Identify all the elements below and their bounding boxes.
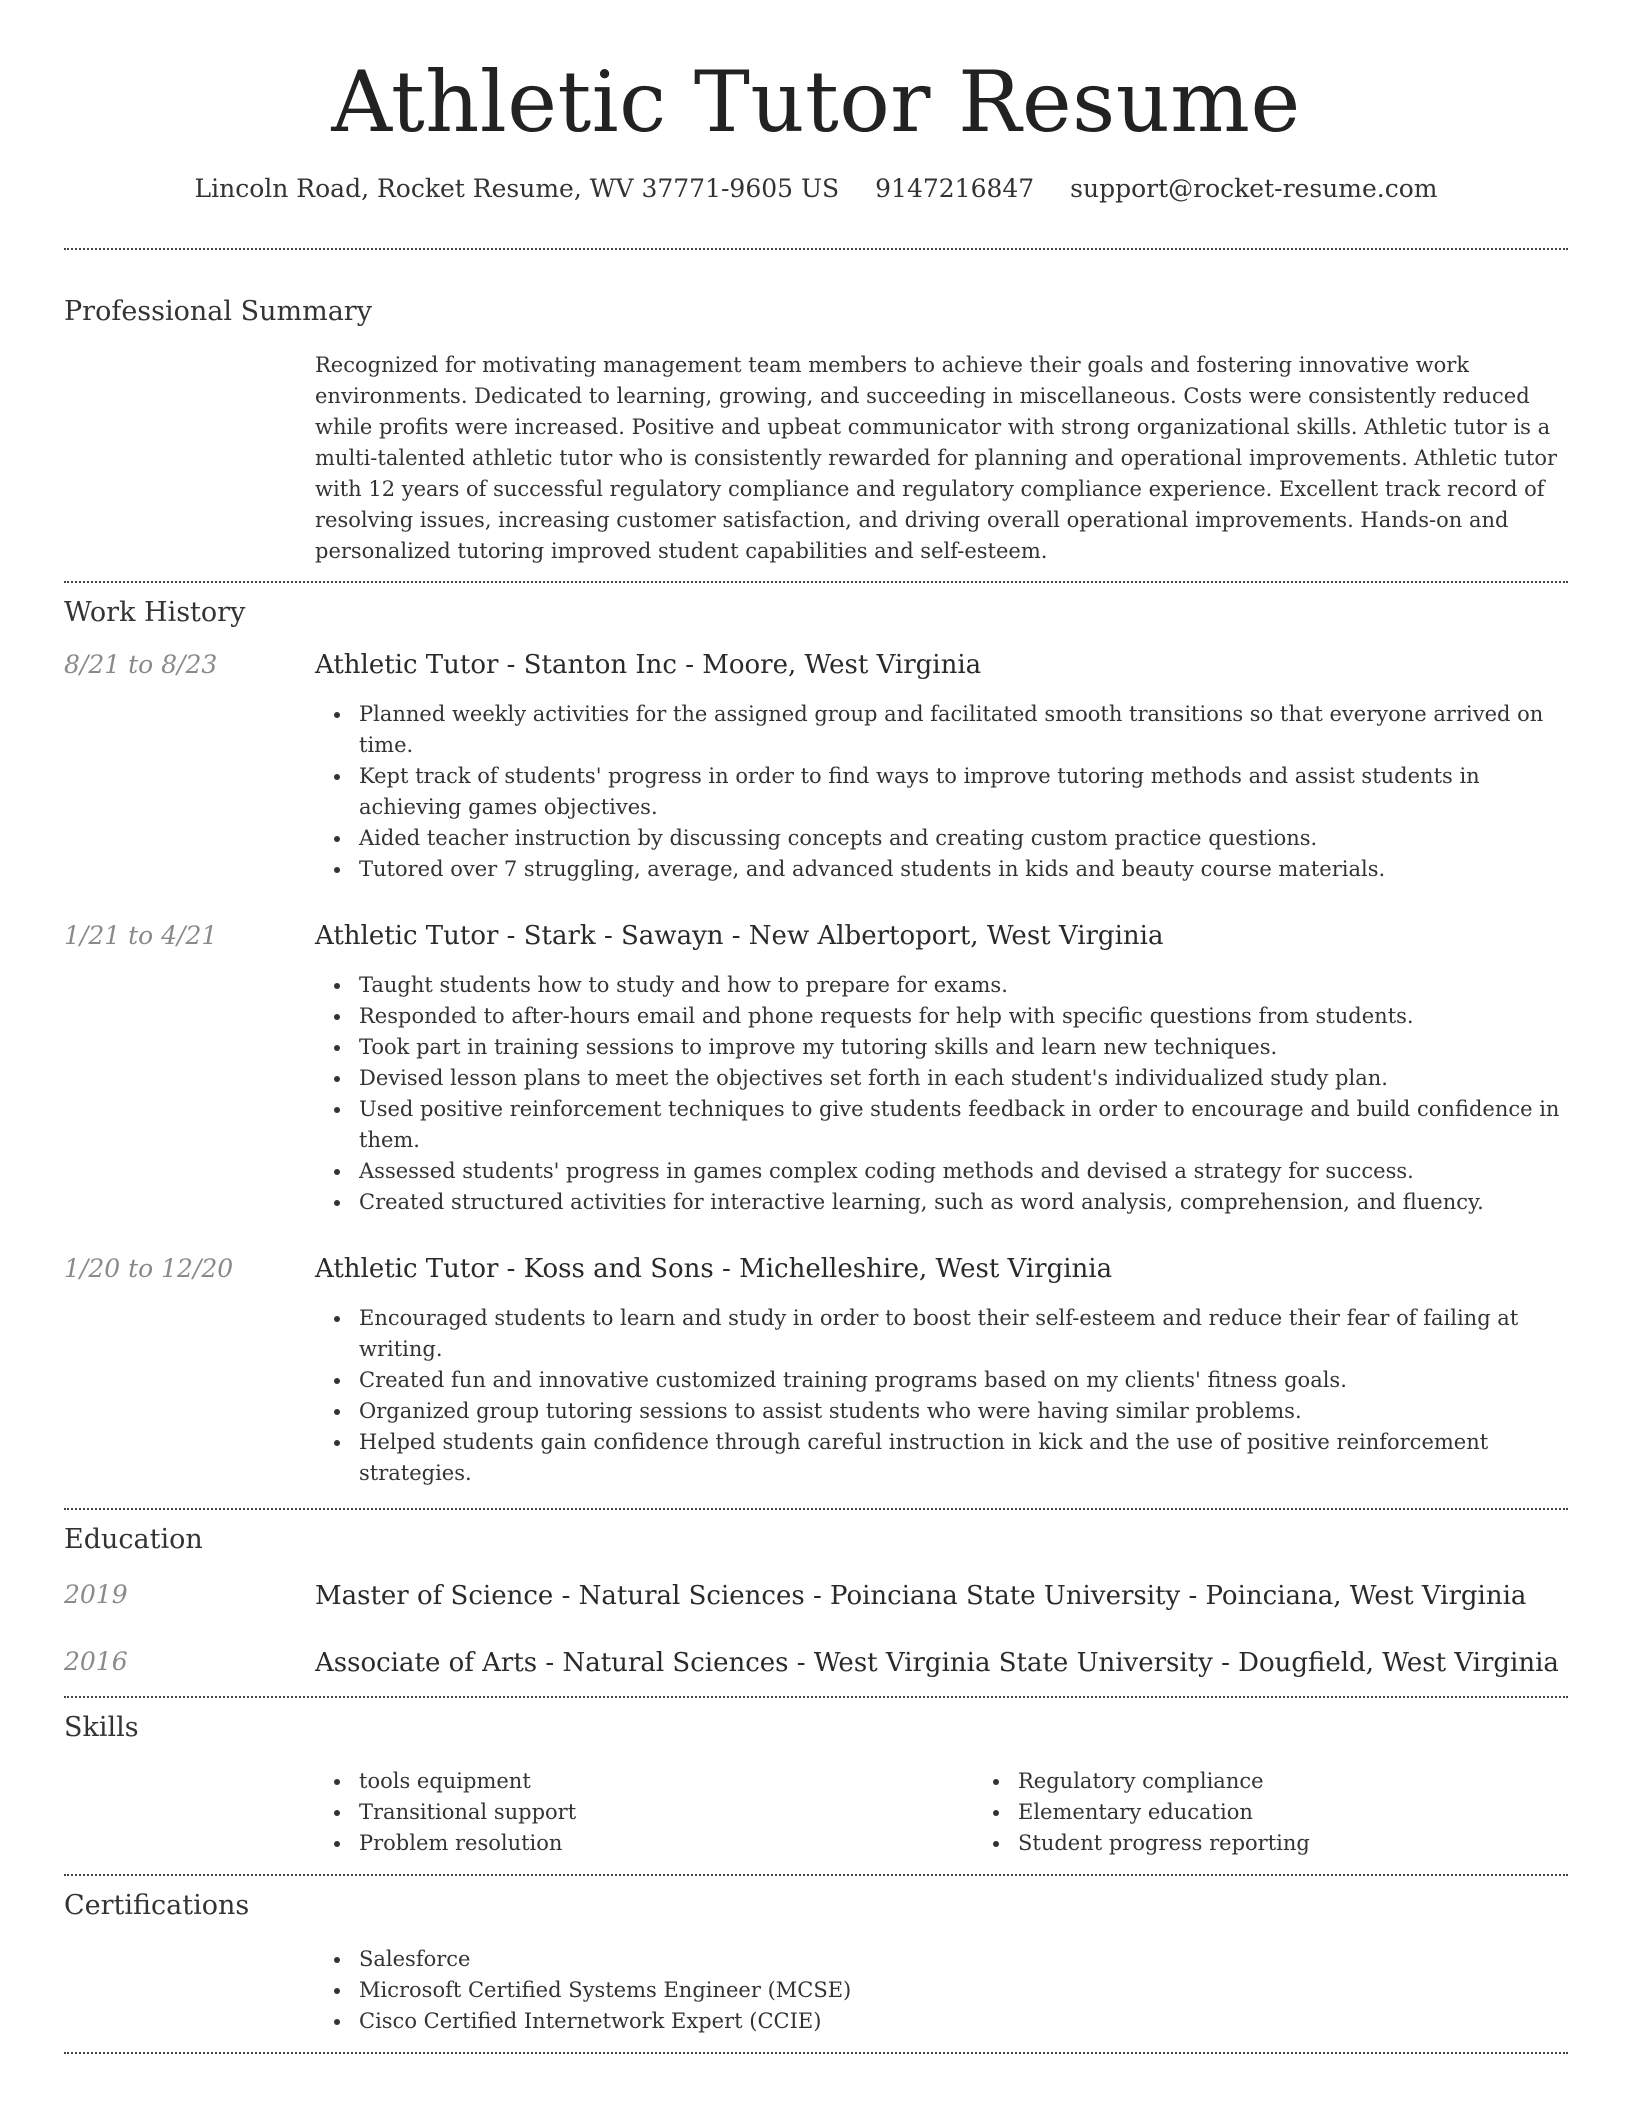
divider [64, 1874, 1568, 1876]
list-item: Taught students how to study and how to prepare for exams. [359, 970, 1568, 1001]
list-item: Kept track of students' progress in order to find ways to improve tutoring methods and assist students in achieving games objectives. [359, 761, 1568, 823]
list-item: Microsoft Certified Systems Engineer (MCSE) [359, 1975, 1568, 2006]
divider [64, 581, 1568, 583]
section-heading-summary: Professional Summary [64, 296, 372, 328]
list-item: Created structured activities for interactive learning, such as word analysis, comprehension, and fluency. [359, 1187, 1568, 1218]
skills-list-left [359, 1766, 974, 1859]
education-entry [64, 1580, 1568, 1614]
education-details: Master of Science - Natural Sciences - Poinciana State University - Poinciana, West Virginia [315, 1580, 1527, 1611]
job-title: Athletic Tutor - Stark - Sawayn - New Albertoport, West Virginia [315, 921, 1164, 952]
section-heading-certifications: Certifications [64, 1889, 250, 1921]
list-item: Encouraged students to learn and study in order to boost their self-esteem and reduce their fear of failing at writing. [359, 1303, 1568, 1365]
job-dates: 1/21 to 4/21 [64, 921, 218, 951]
list-item: Assessed students' progress in games complex coding methods and devised a strategy for success. [359, 1156, 1568, 1187]
list-item: Problem resolution [359, 1828, 974, 1859]
list-item: Transitional support [359, 1797, 974, 1828]
list-item: Student progress reporting [1018, 1828, 1632, 1859]
section-heading-skills: Skills [64, 1711, 139, 1743]
job-entry [64, 1253, 1568, 1489]
skills-spacer [64, 1766, 315, 1859]
divider [64, 2052, 1568, 2054]
certifications-details [315, 1944, 1568, 2037]
job-title: Athletic Tutor - Stanton Inc - Moore, West Virginia [315, 650, 982, 681]
certifications-list [359, 1944, 1568, 2037]
contact-address: Lincoln Road, Rocket Resume, WV 37771-9605 US [194, 173, 840, 203]
list-item: Cisco Certified Internetwork Expert (CCIE) [359, 2006, 1568, 2037]
list-item: Regulatory compliance [1018, 1766, 1632, 1797]
skills-grid [315, 1766, 1632, 1859]
list-item: Aided teacher instruction by discussing concepts and creating custom practice questions. [359, 823, 1568, 854]
list-item: Devised lesson plans to meet the objectives set forth in each student's individualized study plan. [359, 1063, 1568, 1094]
list-item: Helped students gain confidence through careful instruction in kick and the use of positive reinforcement strategies. [359, 1427, 1568, 1489]
summary-row [64, 350, 1568, 567]
section-heading-education: Education [64, 1523, 203, 1555]
list-item: Used positive reinforcement techniques to give students feedback in order to encourage and build confidence in them. [359, 1094, 1568, 1156]
list-item: Organized group tutoring sessions to assist students who were having similar problems. [359, 1396, 1568, 1427]
divider [64, 1508, 1568, 1510]
job-details [315, 1253, 1568, 1489]
education-details: Associate of Arts - Natural Sciences - West Virginia State University - Dougfield, West Virginia [315, 1647, 1559, 1678]
resume-page [64, 0, 1568, 2054]
list-item: Responded to after-hours email and phone requests for help with specific questions from students. [359, 1001, 1568, 1032]
list-item: Created fun and innovative customized training programs based on my clients' fitness goals. [359, 1365, 1568, 1396]
job-details [315, 920, 1568, 1218]
summary-spacer [64, 350, 315, 567]
job-dates: 1/20 to 12/20 [64, 1254, 234, 1284]
job-entry [64, 920, 1568, 1218]
education-year: 2016 [64, 1646, 128, 1676]
education-year: 2019 [64, 1579, 128, 1609]
summary-text: Recognized for motivating management team members to achieve their goals and fostering innovative work environments. Dedicated to learning, growing, and succeeding in miscellaneous. Costs were consistently reduced while profits were increased. Positive and upbeat communicator with strong organizational skills. Athletic tutor is a multi-talented athletic tutor who is consistently rewarded for planning and operational improvements. Athletic tutor with 12 years of successful regulatory compliance and regulatory compliance experience. Excellent track record of resolving issues, increasing customer satisfaction, and driving overall operational improvements. Hands-on and personalized tutoring improved student capabilities and self-esteem. [315, 353, 1558, 564]
education-entry [64, 1647, 1568, 1681]
job-details [315, 649, 1568, 885]
job-entry [64, 649, 1568, 885]
divider [64, 1696, 1568, 1698]
list-item: Took part in training sessions to improve my tutoring skills and learn new techniques. [359, 1032, 1568, 1063]
section-heading-work: Work History [64, 597, 246, 629]
list-item: tools equipment [359, 1766, 974, 1797]
job-dates: 8/21 to 8/23 [64, 650, 218, 680]
list-item: Elementary education [1018, 1797, 1632, 1828]
contact-line [64, 173, 1568, 206]
divider [64, 248, 1568, 250]
job-title: Athletic Tutor - Koss and Sons - Michelleshire, West Virginia [315, 1254, 1113, 1285]
resume-title: Athletic Tutor Resume [331, 53, 1301, 151]
contact-email: support@rocket-resume.com [1070, 173, 1438, 203]
skills-row [64, 1766, 1568, 1859]
job-bullets [359, 970, 1568, 1218]
certifications-row [64, 1944, 1568, 2037]
job-bullets [359, 699, 1568, 885]
list-item: Planned weekly activities for the assigned group and facilitated smooth transitions so that everyone arrived on time. [359, 699, 1568, 761]
list-item: Tutored over 7 struggling, average, and advanced students in kids and beauty course materials. [359, 854, 1568, 885]
skills-list-right [1018, 1766, 1632, 1859]
job-bullets [359, 1303, 1568, 1489]
list-item: Salesforce [359, 1944, 1568, 1975]
certifications-spacer [64, 1944, 315, 2037]
contact-phone: 9147216847 [875, 173, 1035, 203]
